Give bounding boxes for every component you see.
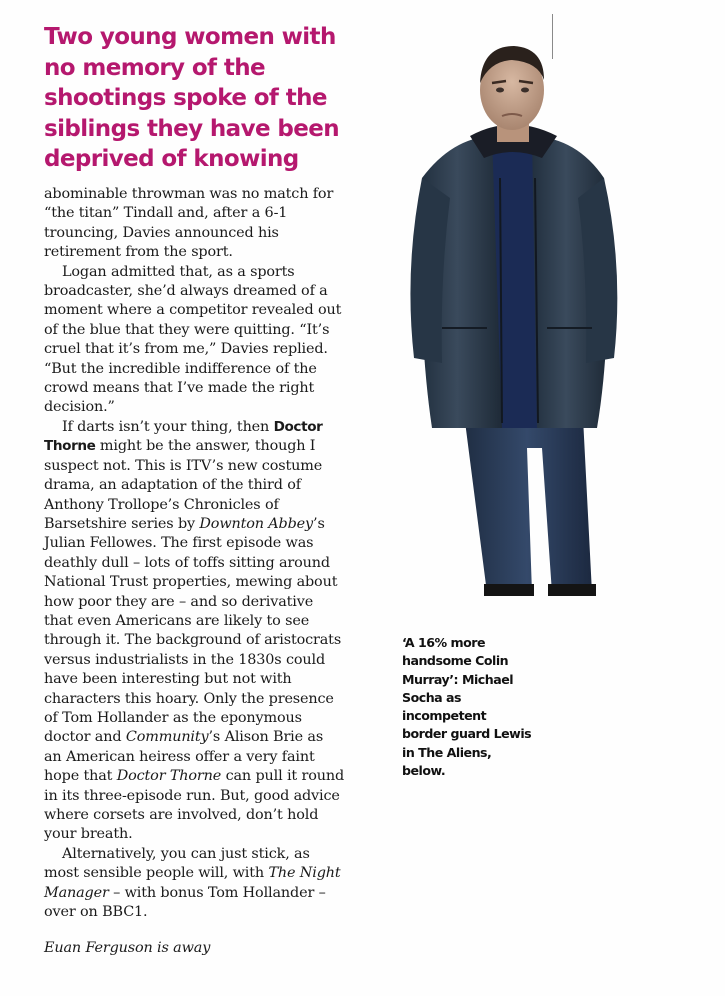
article-body <box>44 185 344 959</box>
photo-caption: ‘A 16% more handsome Colin Murray’: Michael Socha as incompetent border guard Lewis in The Aliens, below. <box>402 635 532 779</box>
paragraph-3-text-g: ’s Alison Brie as an American heiress offer a very faint hope that <box>44 729 324 785</box>
paragraph-3 <box>44 418 344 845</box>
sign-off: Euan Ferguson is away <box>44 940 211 957</box>
show-title-night-manager: The Night Manager <box>44 865 341 901</box>
show-title-downton-abbey: Downton Abbey <box>199 515 314 532</box>
pull-quote: Two young women with no memory of the shootings spoke of the siblings they have been deprived of knowing <box>44 24 340 172</box>
paragraph-3-text-e: ’s Julian Fellowes. The first episode was deathly dull – lots of toffs sitting around National Trust properties, mewing about how poor they are – and so derivative that even Americans are likely to see through it. The background of aristocrats versus industrialists in the 1830s could have been interesting but not with characters this hoary. Only the presence of Tom Hollander as the eponymous doctor and <box>44 515 342 746</box>
paragraph-4-text-c: – with bonus Tom Hollander – over on BBC1. <box>44 884 326 921</box>
paragraph-4 <box>44 845 344 923</box>
actor-photo <box>392 28 642 596</box>
paragraph-1: abominable throwman was no match for “the titan” Tindall and, after a 6-1 trouncing, Davies announced his retirement from the sport. <box>44 186 334 261</box>
paragraph-3-text-i: can pull it round in its three-episode run. But, good advice where corsets are involved, don’t hold your breath. <box>44 768 345 843</box>
paragraph-3-text-c: might be the answer, though I suspect not. This is ITV’s new costume drama, an adaptation of the third of Anthony Trollope’s Chronicles of Barsetshire series by <box>44 438 323 532</box>
show-title-doctor-thorne: Doctor Thorne <box>44 418 323 455</box>
paragraph-3-text-a: If darts isn’t your thing, then <box>62 418 274 435</box>
show-title-doctor-thorne-italic: Doctor Thorne <box>116 768 222 785</box>
paragraph-4-text-a: Alternatively, you can just stick, as most sensible people will, with <box>44 845 310 882</box>
show-title-community: Community <box>125 729 209 746</box>
paragraph-2: Logan admitted that, as a sports broadcaster, she’d always dreamed of a moment where a competitor revealed out of the blue that they were quitting. “It’s cruel that it’s from me,” Davies replied. “But the incredible indifference of the crowd means that I’ve made the right decision.” <box>44 263 342 416</box>
